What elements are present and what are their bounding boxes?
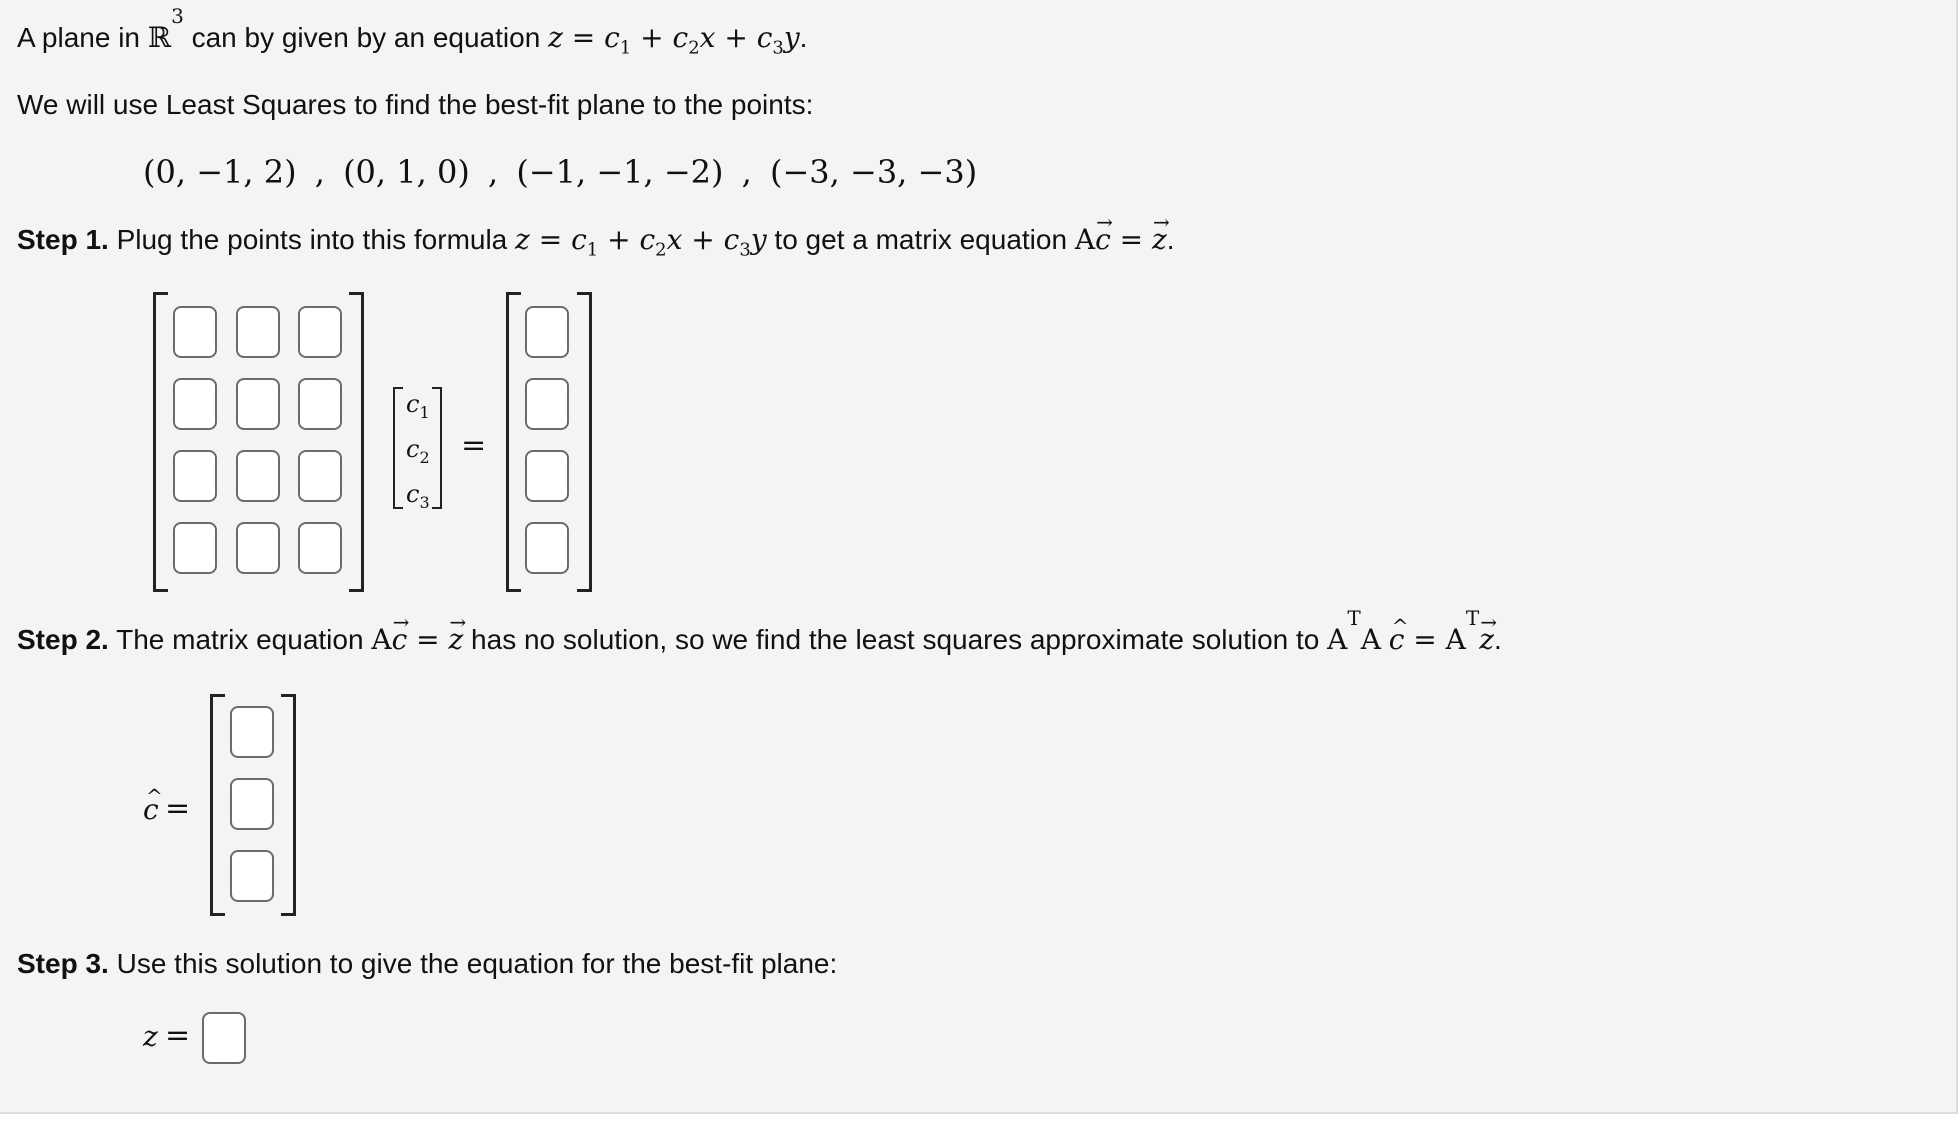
vector-z: → z (449, 622, 464, 658)
vector-z: → z (1152, 222, 1167, 258)
var-y: y (750, 223, 767, 256)
matrix-a-input-r2c3[interactable] (298, 378, 342, 430)
period: . (1494, 624, 1502, 655)
matrix-a-input-r1c3[interactable] (298, 306, 342, 358)
c-hat-input-1[interactable] (230, 706, 274, 758)
var-x: x (699, 21, 716, 54)
matrix-a-input-r3c1[interactable] (173, 450, 217, 502)
var-c3: c (756, 21, 773, 54)
points-list (143, 150, 985, 194)
point-separator: , (477, 153, 509, 191)
step2-text-1: The matrix equation (108, 624, 372, 655)
c-hat-input-2[interactable] (230, 778, 274, 830)
vector-c: → c (392, 622, 408, 658)
var-sub: 3 (419, 492, 430, 512)
equals-sign: = (1404, 623, 1446, 656)
step1-text-2: to get a matrix equation (766, 224, 1075, 255)
matrix-a-input-r3c2[interactable] (236, 450, 280, 502)
vector-c-right-bracket (432, 387, 442, 509)
var-c1-sub: 1 (619, 37, 632, 59)
vector-z-left-bracket (506, 292, 521, 592)
var-sub: 1 (419, 402, 430, 422)
var-sub: 2 (419, 447, 430, 467)
var-c3-sub: 3 (739, 239, 751, 261)
equals-sign: = (1110, 223, 1153, 256)
transpose-T: T (1465, 606, 1480, 630)
plus-sign: + (715, 21, 757, 54)
vector-z-input-1[interactable] (525, 306, 569, 358)
reals-symbol: ℝ (147, 21, 172, 54)
var-z: z (548, 21, 563, 54)
matrix-a-left-bracket (153, 292, 168, 592)
matrix-a-input-r2c1[interactable] (173, 378, 217, 430)
var-c2-sub: 2 (655, 239, 667, 261)
var-c3: c (723, 223, 740, 256)
c-hat-left-bracket (210, 694, 225, 916)
plus-sign: + (631, 21, 673, 54)
plane-z-label: z (143, 1020, 158, 1053)
plus-sign: + (682, 223, 724, 256)
var-c1-sub: 1 (586, 239, 599, 261)
matrix-A: A (1074, 223, 1096, 256)
vector-z-right-bracket (577, 292, 592, 592)
matrix-A: A (1445, 623, 1466, 656)
vector-z-input-3[interactable] (525, 450, 569, 502)
var-c1: c (604, 21, 620, 54)
equals-sign: = (562, 21, 605, 54)
vector-c-entry-3 (406, 480, 430, 517)
step3-label: Step 3. (17, 948, 109, 979)
intro-line (17, 4, 808, 67)
step2-text-2: has no solution, so we find the least squares approximate solution to (463, 624, 1328, 655)
transpose-T: T (1347, 606, 1361, 630)
plus-sign: + (598, 223, 640, 256)
step1-text-1: Plug the points into this formula (108, 224, 516, 255)
matrix-equals-sign: = (461, 428, 487, 463)
matrix-a-input-r3c3[interactable] (298, 450, 342, 502)
matrix-A: A (1360, 623, 1381, 656)
reals-exponent: 3 (171, 4, 184, 28)
matrix-A: A (371, 623, 392, 656)
period: . (1166, 224, 1175, 255)
matrix-A: A (1327, 623, 1348, 656)
point-separator: , (731, 153, 762, 191)
var-x: x (666, 223, 683, 256)
matrix-a-input-r4c1[interactable] (173, 522, 217, 574)
point-separator: , (304, 153, 336, 191)
c-hat-right-bracket (281, 694, 296, 916)
c-hat-equals-sign: = (165, 791, 191, 826)
plane-equals-sign: = (165, 1018, 191, 1053)
step3-line (17, 946, 837, 982)
prompt-line: We will use Least Squares to find the best-fit plane to the points: (17, 89, 814, 120)
point-1: (0, −1, 2) (143, 153, 297, 191)
var-c: c (406, 435, 420, 463)
var-z: z (515, 223, 530, 256)
vector-z-input-4[interactable] (525, 522, 569, 574)
plane-equation-input[interactable] (202, 1012, 246, 1064)
c-hat: ^ c (1389, 622, 1405, 658)
var-c: c (406, 390, 420, 418)
var-c3-sub: 3 (772, 37, 784, 59)
var-c1: c (571, 223, 587, 256)
matrix-a-input-r1c2[interactable] (236, 306, 280, 358)
vector-z-input-2[interactable] (525, 378, 569, 430)
var-c2: c (639, 223, 656, 256)
step1-line (17, 222, 1175, 269)
matrix-a-right-bracket (349, 292, 364, 592)
period: . (799, 22, 808, 53)
step2-label: Step 2. (17, 624, 109, 655)
step1-label: Step 1. (17, 224, 109, 255)
vector-c-left-bracket (393, 387, 403, 509)
equals-sign: = (407, 623, 449, 656)
vector-z: → z (1479, 622, 1494, 658)
step3-text: Use this solution to give the equation for the best-fit plane: (108, 948, 838, 979)
matrix-a-input-r1c1[interactable] (173, 306, 217, 358)
intro-text-2: can by given by an equation (183, 22, 549, 53)
vector-c-entry-1 (406, 390, 430, 427)
matrix-a-input-r4c3[interactable] (298, 522, 342, 574)
vector-c: → c (1095, 222, 1111, 258)
var-c2: c (672, 21, 689, 54)
point-4: (−3, −3, −3) (770, 153, 978, 191)
matrix-a-input-r2c2[interactable] (236, 378, 280, 430)
var-y: y (783, 21, 800, 54)
var-c: c (406, 480, 420, 508)
c-hat-input-3[interactable] (230, 850, 274, 902)
c-hat-label: ^ c (143, 793, 159, 827)
point-2: (0, 1, 0) (343, 153, 470, 191)
intro-text-1: A plane in (17, 22, 148, 53)
var-c2-sub: 2 (688, 37, 700, 59)
point-3: (−1, −1, −2) (516, 153, 724, 191)
matrix-a-input-r4c2[interactable] (236, 522, 280, 574)
equals-sign: = (529, 223, 572, 256)
vector-c-entry-2 (406, 435, 430, 472)
step2-line (17, 606, 1502, 658)
